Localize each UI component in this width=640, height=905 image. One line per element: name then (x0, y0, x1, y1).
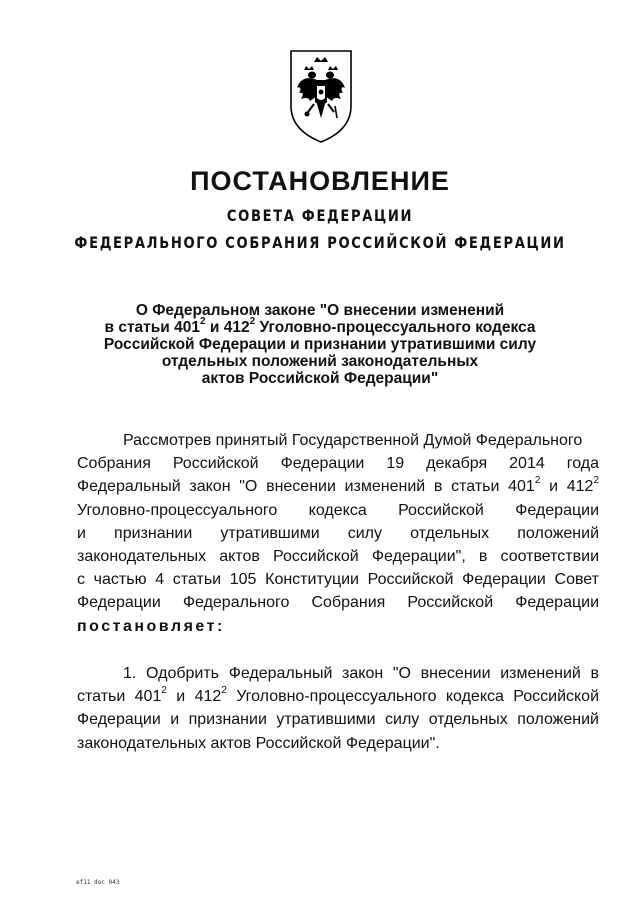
subject-line: Российской Федерации и признании утратившими силу (103, 336, 537, 353)
body-line: с частью 4 статьи 105 Конституции Российской Федерации Совет (77, 571, 599, 589)
body-line: статьи $401^2$ и $412^2$ Уголовно-процессуального кодекса Российской (77, 684, 600, 706)
subject-line: О Федеральном законе "О внесении изменений (135, 302, 505, 319)
subject-line: в статьи $401^2$ и $412^2$ Уголовно-процессуального кодекса (104, 315, 536, 336)
coat-of-arms-icon (288, 48, 354, 144)
body-line: Собрания Российской Федерации 19 декабря 2014 года (77, 455, 599, 473)
body-line: Рассмотрев принятый Государственной Думой Федерального (123, 432, 583, 449)
document-subject (100, 302, 540, 387)
resolution-word: постановляет: (77, 617, 225, 635)
body-line: Федерации и признании утратившими силу отдельных положений (77, 711, 599, 729)
preamble-paragraph (77, 429, 599, 638)
issuer-line-1: СОВЕТА ФЕДЕРАЦИИ (226, 206, 414, 225)
issuer-line-2: ФЕДЕРАЛЬНОГО СОБРАНИЯ РОССИЙСКОЙ ФЕДЕРАЦИИ (74, 233, 566, 252)
body-line: 1. Одобрить Федеральный закон "О внесении изменений в (123, 665, 599, 682)
document-code: ef11 doc 043 (76, 879, 120, 886)
document-title: ПОСТАНОВЛЕНИЕ (190, 166, 450, 196)
resolution-item-1 (77, 662, 599, 755)
body-line: Федеральный закон "О внесении изменений в статьи $401^2$ и $412^2$ (77, 475, 600, 496)
body-line: законодательных актов Российской Федерации". (77, 734, 440, 752)
subject-line: актов Российской Федерации" (201, 370, 439, 387)
subject-line: отдельных положений законодательных (161, 353, 479, 370)
body-line: Уголовно-процессуального кодекса Российской Федерации (77, 501, 599, 519)
body-line: законодательных актов Российской Федерации", в соответствии (77, 548, 599, 566)
body-line: Федерации Федерального Собрания Российской Федерации (77, 594, 599, 612)
body-line: и признании утратившими силу отдельных положений (77, 524, 599, 542)
